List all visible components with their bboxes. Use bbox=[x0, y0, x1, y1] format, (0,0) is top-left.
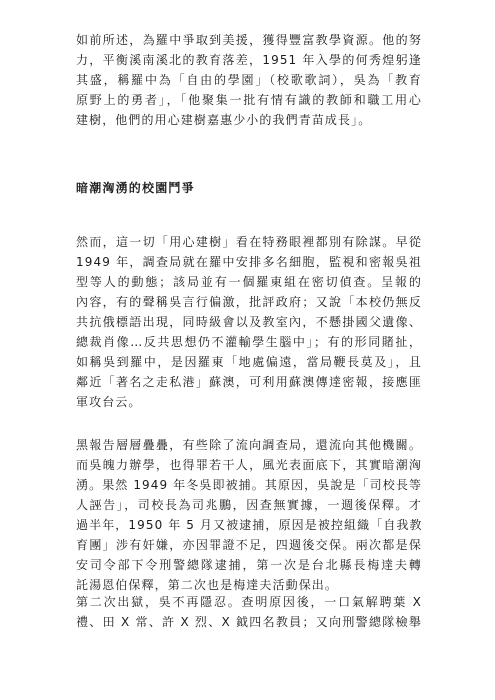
text-line: 第二次出獄，吳不再隱忍。查明原因後，一口氣解聘葉 X bbox=[76, 595, 422, 609]
text-line: 其盛，稱羅中為「自由的學園」（校歌歌詞），吳為「教育 bbox=[76, 73, 422, 87]
text-line: 型等人的動態；該局並有一個羅東組在密切偵查。呈報的 bbox=[76, 275, 422, 289]
text-line: 而吳魄力辦學，也得罪若干人，風光表面底下，其實暗潮洶 bbox=[76, 458, 422, 472]
text-line: 鄰近「著名之走私港」蘇澳，可利用蘇澳傳達密報，接應匪 bbox=[76, 375, 422, 389]
text-line: 育團」涉有奸嫌，亦因罪證不足，四週後交保。兩次都是保 bbox=[76, 538, 422, 552]
text-line: 黑報告層層疊疊，有些除了流向調查局，還流向其他機關。 bbox=[76, 438, 422, 452]
text-line: 如稱吳到羅中，是因羅東「地處偏遠，當局鞭長莫及」，且 bbox=[76, 355, 422, 369]
text-line: 湧。果然 1949 年冬吳即被捕。其原因，吳說是「司校長等 bbox=[76, 478, 423, 492]
text-line: 1949 年，調查局就在羅中安排多名細胞，監視和密報吳祖 bbox=[76, 255, 422, 269]
paragraph-release bbox=[76, 592, 422, 632]
text-line: 託湯恩伯保釋，第二次也是梅達夫活動保出。 bbox=[76, 578, 339, 592]
paragraph-arrests bbox=[76, 435, 422, 595]
paragraph-intro bbox=[76, 30, 422, 130]
text-line: 總裁肖像…反共思想仍不灌輸學生腦中」；有的形同賭扯， bbox=[76, 335, 422, 349]
section-heading: 暗潮洶湧的校園鬥爭 bbox=[76, 181, 195, 195]
text-line: 過半年，1950 年 5 月又被逮捕，原因是被控組織「自我教 bbox=[76, 518, 423, 532]
paragraph-surveillance bbox=[76, 232, 422, 412]
text-line: 力，平衡溪南溪北的教育落差，1951 年入學的何秀煌躬逢 bbox=[76, 53, 422, 67]
text-line: 禮、田 X 常、許 X 烈、X 鉞四名教員；又向刑警總隊檢舉 bbox=[76, 615, 422, 629]
text-line: 內容，有的聲稱吳言行偏激，批評政府；又說「本校仍無反 bbox=[76, 295, 422, 309]
text-line: 軍攻台云。 bbox=[76, 395, 142, 409]
text-line: 然而，這一切「用心建樹」看在特務眼裡都別有除謀。早從 bbox=[76, 235, 422, 249]
text-line: 共抗俄標語出現，同時級會以及教室內，不懸掛國父遺像、 bbox=[76, 315, 422, 329]
text-line: 安司令部下令刑警總隊逮捕，第一次是台北縣長梅達夫轉 bbox=[76, 558, 422, 572]
text-line: 人誣告」，司校長為司兆鵬，因查無實據，一週後保釋。才 bbox=[76, 498, 422, 512]
text-line: 建樹，他們的用心建樹嘉惠少小的我們青苗成長」。 bbox=[76, 113, 372, 127]
text-line: 原野上的勇者」，「他聚集一批有情有識的教師和職工用心 bbox=[76, 93, 422, 107]
text-line: 如前所述，為羅中爭取到美援，獲得豐富教學資源。他的努 bbox=[76, 33, 422, 47]
